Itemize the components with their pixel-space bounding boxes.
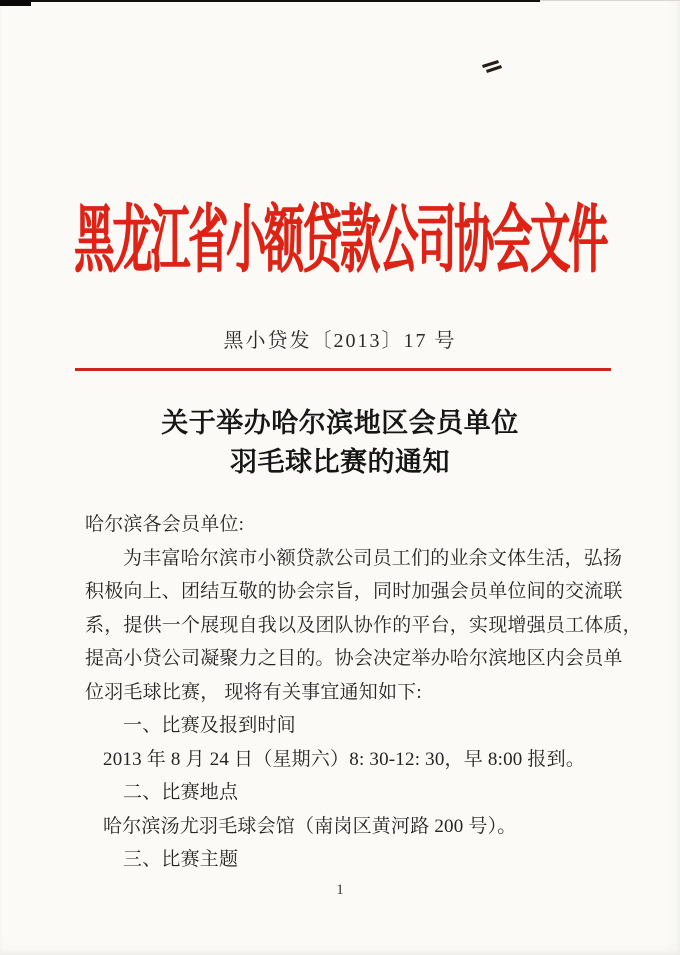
scan-corner-artifact [0, 0, 31, 6]
letterhead-red-rule [75, 368, 611, 371]
ink-smudge-icon [478, 56, 506, 78]
page-number: 1 [336, 882, 344, 898]
body-line: 积极向上、团结互敬的协会宗旨，同时加强会员单位间的交流联 [85, 581, 623, 602]
notice-body [85, 508, 642, 877]
letterhead-org-title: 黑龙江省小额贷款公司协会文件 [74, 198, 606, 282]
body-line: 2013 年 8 月 24 日（星期六）8: 30-12: 30，早 8:00 报到。 [103, 748, 586, 770]
body-line: 哈尔滨汤尤羽毛球会馆（南岗区黄河路 200 号）。 [103, 815, 517, 837]
notice-title-line2: 羽毛球比赛的通知 [230, 447, 450, 477]
document-number: 黑小贷发〔2013〕17 号 [223, 330, 457, 352]
notice-title [0, 404, 680, 482]
body-line-section-3: 三、比赛主题 [123, 849, 239, 870]
body-line-section-1: 一、比赛及报到时间 [123, 715, 296, 736]
salutation: 哈尔滨各会员单位: [85, 514, 245, 535]
scan-edge-artifact-light [540, 0, 680, 1]
body-line: 系，提供一个展现自我以及团队协作的平台，实现增强员工体质， [85, 614, 642, 636]
body-line-section-2: 二、比赛地点 [123, 782, 239, 803]
body-line: 为丰富哈尔滨市小额贷款公司员工们的业余文体生活，弘扬 [123, 547, 623, 569]
scan-edge-artifact [0, 0, 540, 2]
body-line: 提高小贷公司凝聚力之目的。协会决定举办哈尔滨地区内会员单 [85, 648, 623, 669]
notice-title-line1: 关于举办哈尔滨地区会员单位 [161, 408, 519, 438]
body-line: 位羽毛球比赛， 现将有关事宜通知如下: [85, 681, 422, 703]
